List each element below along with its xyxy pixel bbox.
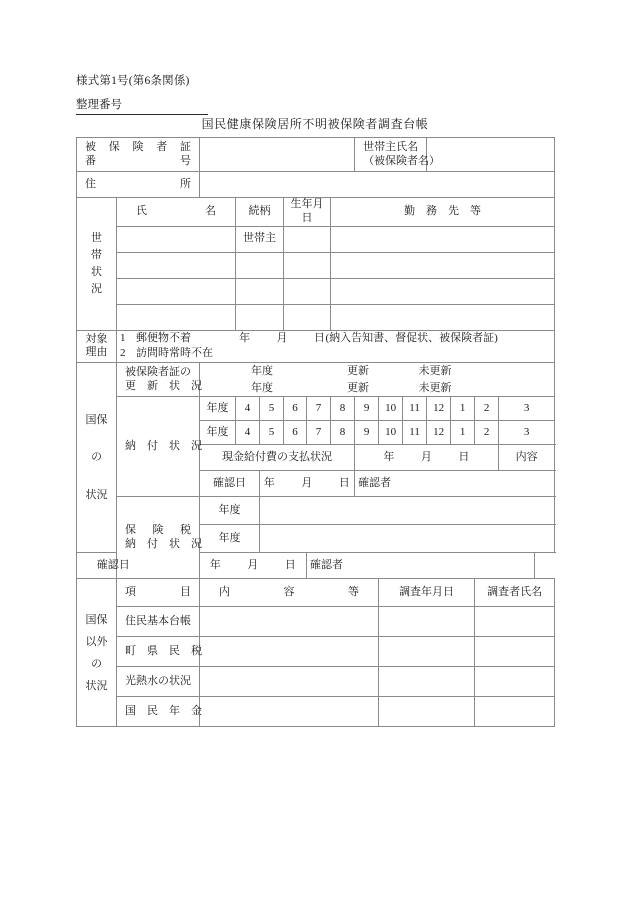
tax-payment-label-line2: 納 付 状 況 <box>125 537 202 550</box>
address-row <box>77 172 555 198</box>
reason-side-label-line2: 理由 <box>85 346 108 359</box>
reason-item-2-text: 訪問時常時不在 <box>136 347 213 360</box>
other-surveyor[interactable] <box>475 697 555 727</box>
payment-status-label: 納 付 状 況 <box>117 397 200 497</box>
household-workplace[interactable] <box>331 226 555 252</box>
payment-confirm-month: 月 <box>301 477 313 489</box>
other-survey-date[interactable] <box>379 697 475 727</box>
payment-fiscal-year-2: 年度 <box>200 421 236 445</box>
other-item: 光熱水の状況 <box>117 667 200 697</box>
insured-card-label-line2: 番 号 <box>85 154 191 167</box>
other-content[interactable] <box>200 697 379 727</box>
cash-benefit-content-label: 内容 <box>499 445 555 471</box>
card-renewal-not-renewed-2: 未更新 <box>418 381 452 394</box>
payment-month-cell[interactable]: 5 <box>260 421 284 445</box>
payment-month-cell[interactable]: 8 <box>331 421 355 445</box>
other-side-label: 国保 以外 の 状況 <box>77 579 117 727</box>
other-col-survey-date: 調査年月日 <box>379 579 475 607</box>
other-col-content: 内 容 等 <box>200 579 379 607</box>
other-header-row <box>77 579 555 607</box>
other-survey-date[interactable] <box>379 607 475 637</box>
payment-confirmer[interactable] <box>355 471 555 497</box>
householder-label <box>355 138 441 172</box>
payment-fiscal-year-1: 年度 <box>200 397 236 421</box>
payment-month-cell[interactable]: 3 <box>499 421 555 445</box>
page-title: 国民健康保険居所不明被保険者調査台帳 <box>201 117 429 131</box>
household-row <box>77 252 555 278</box>
other-content[interactable] <box>200 607 379 637</box>
cash-benefit-year: 年 <box>383 451 395 463</box>
insured-card-label <box>77 138 200 172</box>
household-col-relation: 続柄 <box>236 198 284 227</box>
payment-month-cell[interactable]: 7 <box>307 421 331 445</box>
household-relation[interactable] <box>236 278 284 304</box>
payment-month-cell[interactable]: 11 <box>403 397 427 421</box>
payment-month-cell[interactable]: 8 <box>331 397 355 421</box>
householder-label-line1: 世帯主氏名 <box>363 140 419 153</box>
payment-month-cell[interactable]: 1 <box>451 397 475 421</box>
household-row <box>77 226 555 252</box>
other-row <box>77 667 555 697</box>
tax-confirmer-label: 確認者 <box>310 559 343 571</box>
tax-confirmer[interactable] <box>307 553 535 579</box>
insured-card-value[interactable] <box>200 138 355 172</box>
other-survey-date[interactable] <box>379 667 475 697</box>
card-renewal-label-line1: 被保険者証の <box>125 366 191 379</box>
card-renewal-row <box>77 363 555 397</box>
tax-value-1[interactable] <box>260 497 555 525</box>
other-col-surveyor: 調査者氏名 <box>475 579 555 607</box>
payment-month-cell[interactable]: 7 <box>307 397 331 421</box>
householder-value[interactable] <box>427 138 555 172</box>
reason-item-1-day: 日 <box>314 331 326 344</box>
household-workplace[interactable] <box>331 252 555 278</box>
other-item: 町 県 民 税 <box>117 637 200 667</box>
household-relation[interactable] <box>236 304 284 330</box>
payment-month-cell[interactable]: 9 <box>355 421 379 445</box>
form-number: 様式第1号(第6条関係) <box>76 75 190 87</box>
tax-fiscal-year-2: 年度 <box>200 525 260 553</box>
card-renewal-label <box>117 363 200 397</box>
payment-month-cell[interactable]: 5 <box>260 397 284 421</box>
tax-confirm-label: 確認日 <box>77 553 150 579</box>
other-col-item: 項 目 <box>117 579 200 607</box>
household-workplace[interactable] <box>331 304 555 330</box>
tax-fiscal-year-1: 年度 <box>200 497 260 525</box>
other-row <box>77 637 555 667</box>
other-row <box>77 607 555 637</box>
insured-card-label-line1: 被保険者証 <box>85 140 191 153</box>
household-col-name: 氏 名 <box>117 198 236 227</box>
reason-item-1-note: (納入告知書、督促状、被保険者証) <box>325 331 498 344</box>
reason-items[interactable] <box>117 330 555 363</box>
payment-month-cell[interactable]: 2 <box>475 397 499 421</box>
household-header-row <box>77 198 555 227</box>
household-name[interactable] <box>117 226 236 252</box>
card-renewal-not-renewed-1: 未更新 <box>418 365 452 378</box>
tax-payment-row-1 <box>77 497 555 525</box>
reference-number-field[interactable] <box>76 96 208 115</box>
household-birthdate[interactable] <box>284 278 331 304</box>
reason-side-label <box>77 330 117 363</box>
household-relation[interactable] <box>236 252 284 278</box>
payment-month-cell[interactable]: 10 <box>379 397 403 421</box>
tax-value-2[interactable] <box>260 525 555 553</box>
payment-confirmer-label: 確認者 <box>358 477 392 489</box>
other-row <box>77 697 555 727</box>
other-surveyor[interactable] <box>475 607 555 637</box>
cash-benefit-date[interactable] <box>355 445 499 471</box>
payment-month-row-1 <box>77 397 555 421</box>
household-name[interactable] <box>117 252 236 278</box>
household-name[interactable] <box>117 304 236 330</box>
payment-confirm-date[interactable] <box>260 471 355 497</box>
cash-benefit-day: 日 <box>458 451 470 463</box>
card-renewal-line-1[interactable] <box>203 363 551 380</box>
payment-month-cell[interactable]: 10 <box>379 421 403 445</box>
household-relation[interactable]: 世帯主 <box>236 226 284 252</box>
card-renewal-label-line2: 更 新 状 況 <box>125 379 202 392</box>
payment-month-cell[interactable]: 11 <box>403 421 427 445</box>
payment-month-cell[interactable]: 6 <box>284 397 307 421</box>
payment-month-cell[interactable]: 4 <box>236 397 260 421</box>
tax-confirm-date[interactable] <box>200 553 307 579</box>
reason-item-2[interactable] <box>120 346 551 362</box>
card-renewal-renewed-1: 更新 <box>347 365 369 378</box>
tax-confirm-day: 日 <box>284 559 297 571</box>
other-content[interactable] <box>200 667 379 697</box>
other-surveyor[interactable] <box>475 667 555 697</box>
payment-month-cell[interactable]: 12 <box>427 397 451 421</box>
reference-number-label: 整理番号 <box>76 99 122 111</box>
payment-confirm-label: 確認日 <box>200 471 260 497</box>
other-content[interactable] <box>200 637 379 667</box>
other-item: 住民基本台帳 <box>117 607 200 637</box>
reason-item-1-number: 1 <box>120 331 126 344</box>
other-surveyor[interactable] <box>475 637 555 667</box>
payment-month-cell[interactable]: 9 <box>355 397 379 421</box>
address-label: 住 所 <box>77 172 200 198</box>
household-col-birthdate: 生年月日 <box>284 198 331 227</box>
card-renewal-fy-1: 年度 <box>251 365 273 378</box>
payment-month-cell[interactable]: 2 <box>475 421 499 445</box>
cash-benefit-month: 月 <box>420 451 433 463</box>
tax-confirm-year: 年 <box>209 559 222 571</box>
other-item: 国 民 年 金 <box>117 697 200 727</box>
payment-month-cell[interactable]: 6 <box>284 421 307 445</box>
household-workplace[interactable] <box>331 278 555 304</box>
cash-benefit-label: 現金給付費の支払状況 <box>200 445 355 471</box>
household-row <box>77 278 555 304</box>
address-value[interactable] <box>200 172 555 198</box>
reason-item-1-month: 月 <box>276 331 288 344</box>
household-name[interactable] <box>117 278 236 304</box>
insured-card-row <box>77 138 555 172</box>
main-form-table <box>76 137 555 727</box>
householder-label-line2: （被保険者名） <box>363 154 441 167</box>
reason-side-label-line1: 対象 <box>85 332 108 345</box>
reason-item-1-text: 郵便物不着 <box>136 331 191 344</box>
kokuho-side-label: 国保 の 状況 <box>77 363 117 553</box>
card-renewal-line-2[interactable] <box>203 380 551 397</box>
card-renewal-values[interactable] <box>200 363 555 397</box>
payment-confirm-day: 日 <box>338 477 351 489</box>
payment-month-cell[interactable]: 4 <box>236 421 260 445</box>
household-birthdate[interactable] <box>284 304 331 330</box>
household-side-label: 世 帯 状 況 <box>77 198 117 331</box>
household-col-workplace: 勤 務 先 等 <box>331 198 555 227</box>
household-birthdate[interactable] <box>284 252 331 278</box>
card-renewal-renewed-2: 更新 <box>347 381 369 394</box>
tax-payment-label-line1: 保 険 税 <box>125 524 191 537</box>
tax-confirmation-row <box>77 553 555 579</box>
household-birthdate[interactable] <box>284 226 331 252</box>
other-survey-date[interactable] <box>379 637 475 667</box>
reason-item-1-year: 年 <box>239 331 251 344</box>
reason-item-2-number: 2 <box>120 347 126 360</box>
payment-month-cell[interactable]: 1 <box>451 421 475 445</box>
payment-month-cell[interactable]: 3 <box>499 397 555 421</box>
reason-row <box>77 330 555 363</box>
payment-confirm-year: 年 <box>263 477 276 489</box>
household-row <box>77 304 555 330</box>
card-renewal-fy-2: 年度 <box>251 381 273 394</box>
reason-item-1[interactable] <box>120 331 551 347</box>
tax-confirm-month: 月 <box>247 559 259 571</box>
payment-month-cell[interactable]: 12 <box>427 421 451 445</box>
